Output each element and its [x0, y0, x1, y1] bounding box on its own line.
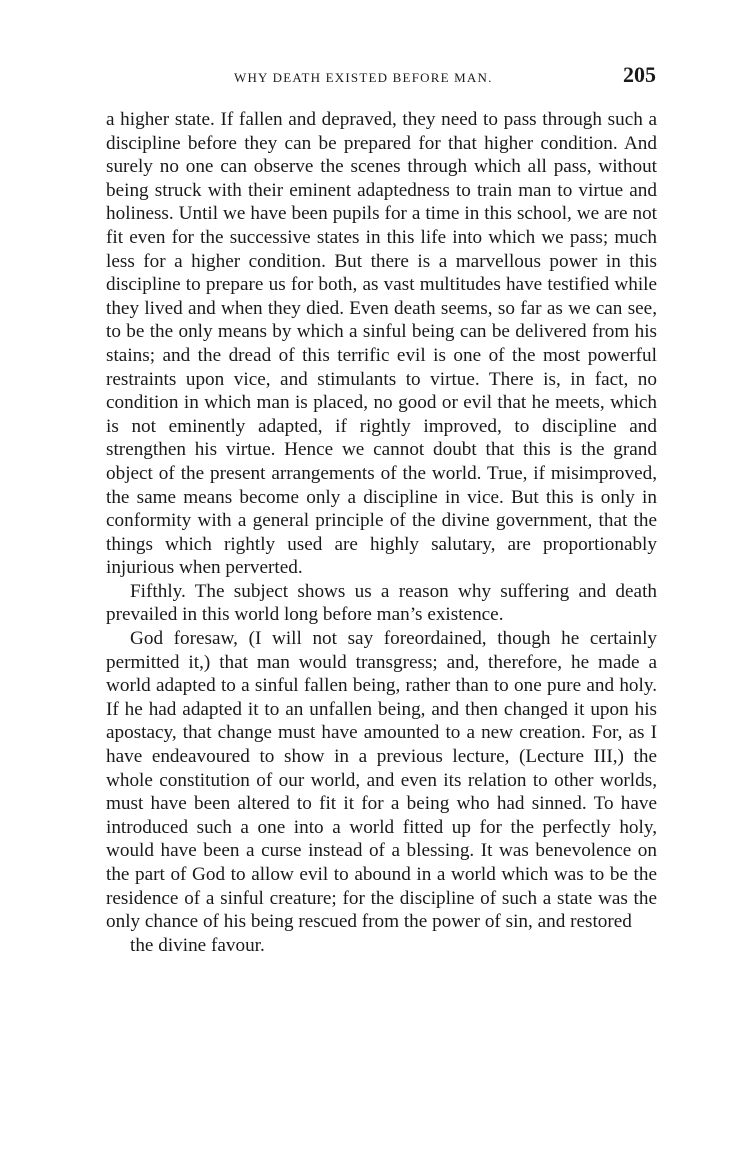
paragraph-final-line: the divine favour. [130, 934, 265, 956]
paragraph-god-foresaw: God foresaw, (I will not say foreordained, though he certainly permitted it,) that man would transgress; and, therefore, he made a world adapted to a sinful fallen being, rather than to one pure and holy. If he had adapted it to an unfallen being, and then changed it upon his apostacy, that change must have amounted to a new creation. For, as I have endeavoured to show in a previous lecture, (Lecture III,) the whole constitution of our world, and even its relation to other worlds, must have been altered to fit it for a being who had sinned. To have introduced such a one into a world fitted up for the perfectly holy, would have been a curse instead of a blessing. It was benevolence on the part of God to allow evil to abound in a world which was to be the residence of a sinful creature; for the discipline of such a state was the only chance of his being rescued from the power of sin, and restored [106, 628, 657, 933]
page-number: 205 [623, 62, 656, 87]
running-head [106, 62, 656, 92]
body-text [106, 108, 657, 957]
paragraph-continued: a higher state. If fallen and depraved, they need to pass through such a discipline before they can be prepared for that higher condition. And surely no one can observe the scenes through which all pass, without being struck with their eminent adaptedness to train man to virtue and holiness. Until we have been pupils for a time in this school, we are not fit even for the successive states in this life into which we pass; much less for a higher condition. But there is a marvellous power in this discipline to prepare us for both, as vast multitudes have testified while they lived and when they died. Even death seems, so far as we can see, to be the only means by which a sinful being can be delivered from his stains; and the dread of this terrific evil is one of the most powerful restraints upon vice, and stimulants to virtue. There is, in fact, no condition in which man is placed, no good or evil that he meets, which is not eminently adapted, if rightly improved, to discipline and strengthen his virtue. Hence we cannot doubt that this is the grand object of the present arrangements of the world. True, if misimproved, the same means become only a discipline in vice. But this is only in conformity with a general principle of the divine government, that the things which rightly used are highly salutary, are proportionably injurious when perverted. [106, 109, 657, 579]
running-title: WHY DEATH EXISTED BEFORE MAN. [234, 70, 493, 85]
paragraph-fifthly: Fifthly. The subject shows us a reason why suffering and death prevailed in this world long before man’s existence. [106, 580, 657, 626]
